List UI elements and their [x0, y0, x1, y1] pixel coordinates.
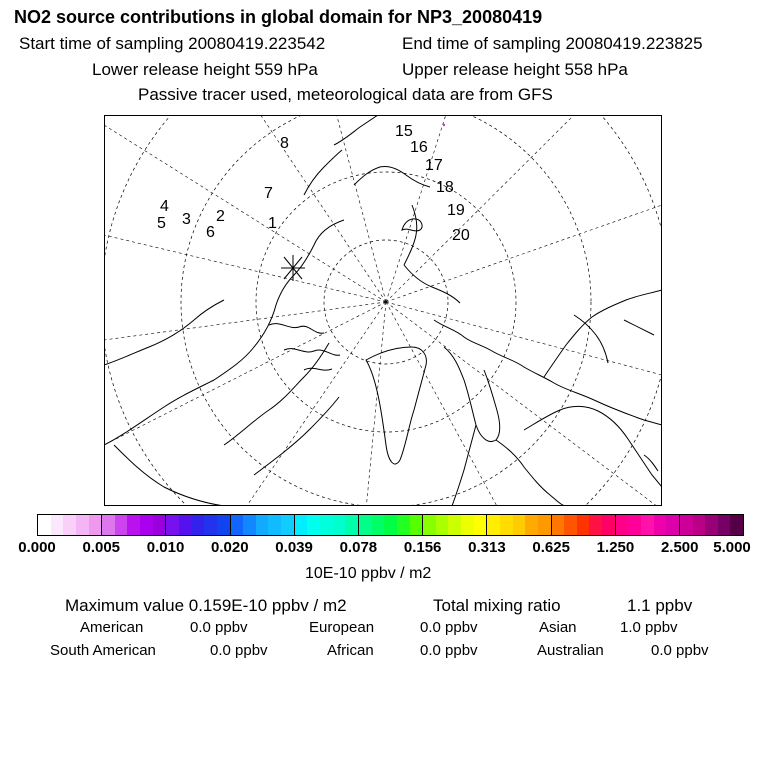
- colorbar-swatch: [140, 515, 153, 535]
- trajectory-label: 20: [452, 227, 470, 244]
- source-name: Asian: [539, 619, 577, 636]
- colorbar-swatch: [641, 515, 654, 535]
- colorbar-swatch: [333, 515, 346, 535]
- upper-release-height: Upper release height 558 hPa: [402, 60, 628, 79]
- trajectory-label: 6: [206, 224, 215, 241]
- colorbar-segment: [423, 515, 487, 535]
- max-value: Maximum value 0.159E-10 ppbv / m2: [65, 596, 347, 615]
- source-value: 0.0 ppbv: [420, 642, 478, 659]
- trajectory-label: 16: [410, 139, 428, 156]
- colorbar-swatch: [192, 515, 205, 535]
- trajectory-label: 19: [447, 202, 465, 219]
- colorbar-swatch: [345, 515, 358, 535]
- colorbar-segment: [295, 515, 359, 535]
- colorbar-segment: [487, 515, 551, 535]
- colorbar-tick-label: 1.250: [596, 539, 635, 556]
- colorbar-swatch: [666, 515, 679, 535]
- colorbar-swatch: [705, 515, 718, 535]
- colorbar-swatch: [461, 515, 474, 535]
- trajectory-label: 15: [395, 123, 413, 140]
- colorbar-swatch: [564, 515, 577, 535]
- colorbar-swatch: [654, 515, 667, 535]
- colorbar-segment: [552, 515, 616, 535]
- colorbar-swatch: [231, 515, 244, 535]
- colorbar-tick-label: 0.625: [532, 539, 570, 556]
- colorbar-swatch: [204, 515, 217, 535]
- source-value: 1.0 ppbv: [620, 619, 678, 636]
- colorbar-swatch: [474, 515, 487, 535]
- colorbar-swatch: [693, 515, 706, 535]
- colorbar-swatch: [268, 515, 281, 535]
- trajectory-dots: [443, 124, 445, 126]
- colorbar-swatch: [281, 515, 294, 535]
- source-name: South American: [50, 642, 156, 659]
- colorbar-swatch: [102, 515, 115, 535]
- colorbar-swatch: [256, 515, 269, 535]
- colorbar-swatch: [410, 515, 423, 535]
- source-value: 0.0 ppbv: [210, 642, 268, 659]
- colorbar-swatch: [115, 515, 128, 535]
- start-time: Start time of sampling 20080419.223542: [19, 34, 326, 53]
- colorbar-tick-label: 0.156: [403, 539, 442, 556]
- colorbar-tick-label: 0.005: [82, 539, 121, 556]
- trajectory-label: 7: [264, 185, 273, 202]
- source-name: African: [327, 642, 374, 659]
- tracer-note: Passive tracer used, meteorological data are from GFS: [138, 85, 553, 104]
- plot-title: NO2 source contributions in global domain for NP3_20080419: [14, 7, 543, 27]
- colorbar-swatch: [217, 515, 230, 535]
- colorbar-swatch: [38, 515, 51, 535]
- colorbar-swatch: [589, 515, 602, 535]
- colorbar-tick-label: 0.078: [339, 539, 378, 556]
- colorbar-swatch: [525, 515, 538, 535]
- trajectory-label: 4: [160, 198, 169, 215]
- colorbar-segment: [231, 515, 295, 535]
- lower-release-height: Lower release height 559 hPa: [92, 60, 318, 79]
- end-time: End time of sampling 20080419.223825: [402, 34, 703, 53]
- colorbar-swatch: [63, 515, 76, 535]
- colorbar-swatch: [359, 515, 372, 535]
- colorbar-swatch: [487, 515, 500, 535]
- colorbar-swatch: [243, 515, 256, 535]
- source-name: European: [309, 619, 375, 636]
- colorbar-swatch: [153, 515, 166, 535]
- colorbar-segment: [166, 515, 230, 535]
- colorbar-segment: [680, 515, 743, 535]
- colorbar-swatch: [602, 515, 615, 535]
- colorbar-swatch: [718, 515, 731, 535]
- colorbar-swatch: [89, 515, 102, 535]
- trajectory-label: 3: [182, 211, 191, 228]
- trajectory-label: 1: [268, 215, 277, 232]
- trajectory-label: 2: [216, 208, 225, 225]
- colorbar-swatch: [448, 515, 461, 535]
- trajectory-label: 18: [436, 179, 454, 196]
- colorbar-swatch: [295, 515, 308, 535]
- trajectory-label: 5: [157, 215, 166, 232]
- colorbar-swatch: [513, 515, 526, 535]
- colorbar-segment: [102, 515, 166, 535]
- colorbar-swatch: [76, 515, 89, 535]
- colorbar-swatch: [538, 515, 551, 535]
- colorbar-segment: [616, 515, 680, 535]
- colorbar-segment: [38, 515, 102, 535]
- colorbar-units: 10E-10 ppbv / m2: [305, 565, 432, 582]
- trajectory-label: 8: [280, 135, 289, 152]
- colorbar-swatch: [680, 515, 693, 535]
- colorbar-swatch: [577, 515, 590, 535]
- colorbar: [37, 514, 744, 536]
- colorbar-swatch: [552, 515, 565, 535]
- colorbar-swatch: [423, 515, 436, 535]
- colorbar-tick-label: 0.313: [468, 539, 506, 556]
- colorbar-tick-label: 0.010: [146, 539, 185, 556]
- colorbar-tick-label: 2.500: [660, 539, 699, 556]
- trajectory-label: 17: [425, 157, 443, 174]
- colorbar-swatch: [307, 515, 320, 535]
- colorbar-swatch: [436, 515, 449, 535]
- colorbar-swatch: [397, 515, 410, 535]
- source-value: 0.0 ppbv: [651, 642, 709, 659]
- colorbar-swatch: [384, 515, 397, 535]
- colorbar-swatch: [320, 515, 333, 535]
- colorbar-swatch: [179, 515, 192, 535]
- colorbar-tick-label: 0.020: [211, 539, 249, 556]
- source-name: Australian: [537, 642, 604, 659]
- colorbar-tick-label: 5.000: [713, 539, 751, 556]
- total-mixing-label: Total mixing ratio: [433, 596, 561, 615]
- source-value: 0.0 ppbv: [190, 619, 248, 636]
- colorbar-swatch: [628, 515, 641, 535]
- source-name: American: [80, 619, 144, 636]
- total-mixing-value: 1.1 ppbv: [627, 596, 693, 615]
- colorbar-swatch: [730, 515, 743, 535]
- polar-map: [104, 115, 662, 506]
- colorbar-tick-label: 0.039: [275, 539, 313, 556]
- source-value: 0.0 ppbv: [420, 619, 478, 636]
- colorbar-swatch: [616, 515, 629, 535]
- colorbar-swatch: [500, 515, 513, 535]
- colorbar-tick-label: 0.000: [18, 539, 56, 556]
- colorbar-swatch: [127, 515, 140, 535]
- colorbar-swatch: [166, 515, 179, 535]
- colorbar-swatch: [51, 515, 64, 535]
- colorbar-swatch: [372, 515, 385, 535]
- colorbar-segment: [359, 515, 423, 535]
